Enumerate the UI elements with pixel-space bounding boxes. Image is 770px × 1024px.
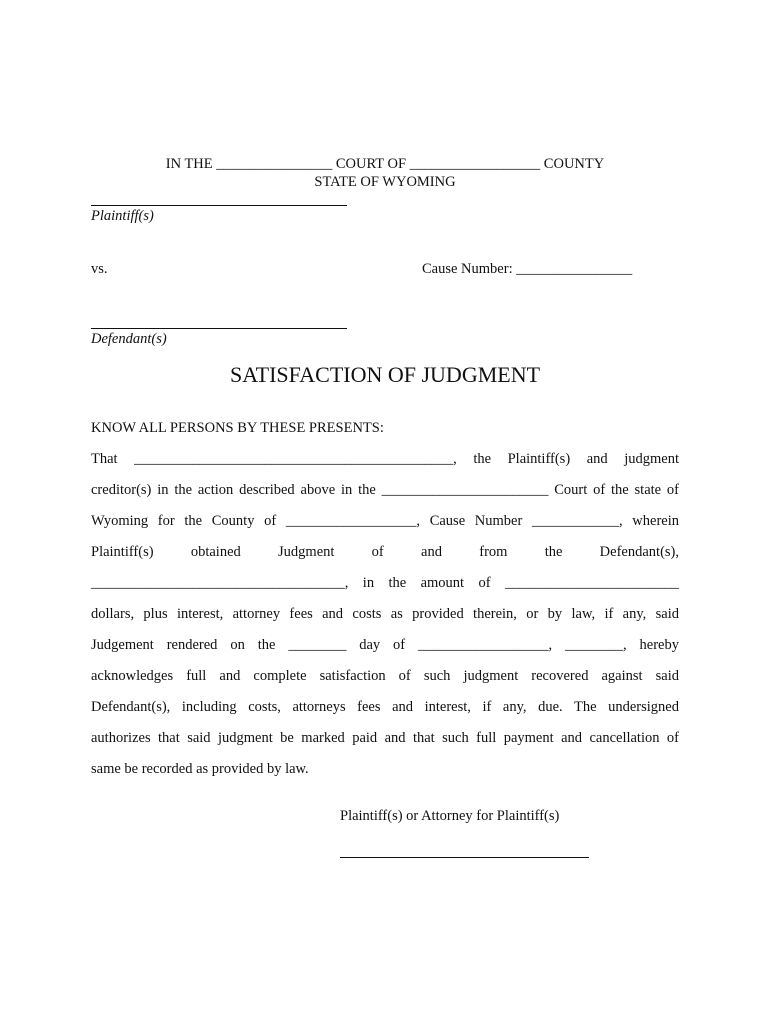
court-header-line: IN THE ________________ COURT OF __________________ COUNTY [165, 156, 605, 172]
defendant-signature-rule [91, 328, 347, 329]
body-line-3: Wyoming for the County of __________________, Cause Number ____________, wherein [91, 513, 679, 529]
defendant-label: Defendant(s) [91, 331, 167, 347]
body-line-10: authorizes that said judgment be marked paid and that such full payment and cancellation of [91, 730, 679, 746]
versus-label: vs. [91, 261, 108, 277]
body-line-1: That ____________________________________________, the Plaintiff(s) and judgment [91, 451, 679, 467]
body-line-9: Defendant(s), including costs, attorneys fees and interest, if any, due. The undersigned [91, 699, 679, 715]
body-line-8: acknowledges full and complete satisfaction of such judgment recovered against said [91, 668, 679, 684]
signature-rule [340, 857, 589, 858]
cause-number-field: Cause Number: ________________ [422, 261, 633, 277]
document-title: SATISFACTION OF JUDGMENT [229, 362, 541, 387]
body-line-2: creditor(s) in the action described above in the _______________________ Court of the state of [91, 482, 679, 498]
body-line-6: dollars, plus interest, attorney fees and costs as provided therein, or by law, if any, said [91, 606, 679, 622]
body-line-7: Judgement rendered on the ________ day of __________________, ________, hereby [91, 637, 679, 653]
state-header-line: STATE OF WYOMING [314, 174, 456, 190]
body-line-4: Plaintiff(s) obtained Judgment of and from the Defendant(s), [91, 544, 679, 560]
plaintiff-signature-rule [91, 205, 347, 206]
body-last-line: same be recorded as provided by law. [91, 761, 309, 777]
body-line-5: ___________________________________, in the amount of ________________________ [91, 575, 679, 591]
intro-line: KNOW ALL PERSONS BY THESE PRESENTS: [91, 420, 384, 436]
plaintiff-label: Plaintiff(s) [91, 208, 154, 224]
signature-label: Plaintiff(s) or Attorney for Plaintiff(s) [340, 808, 560, 824]
